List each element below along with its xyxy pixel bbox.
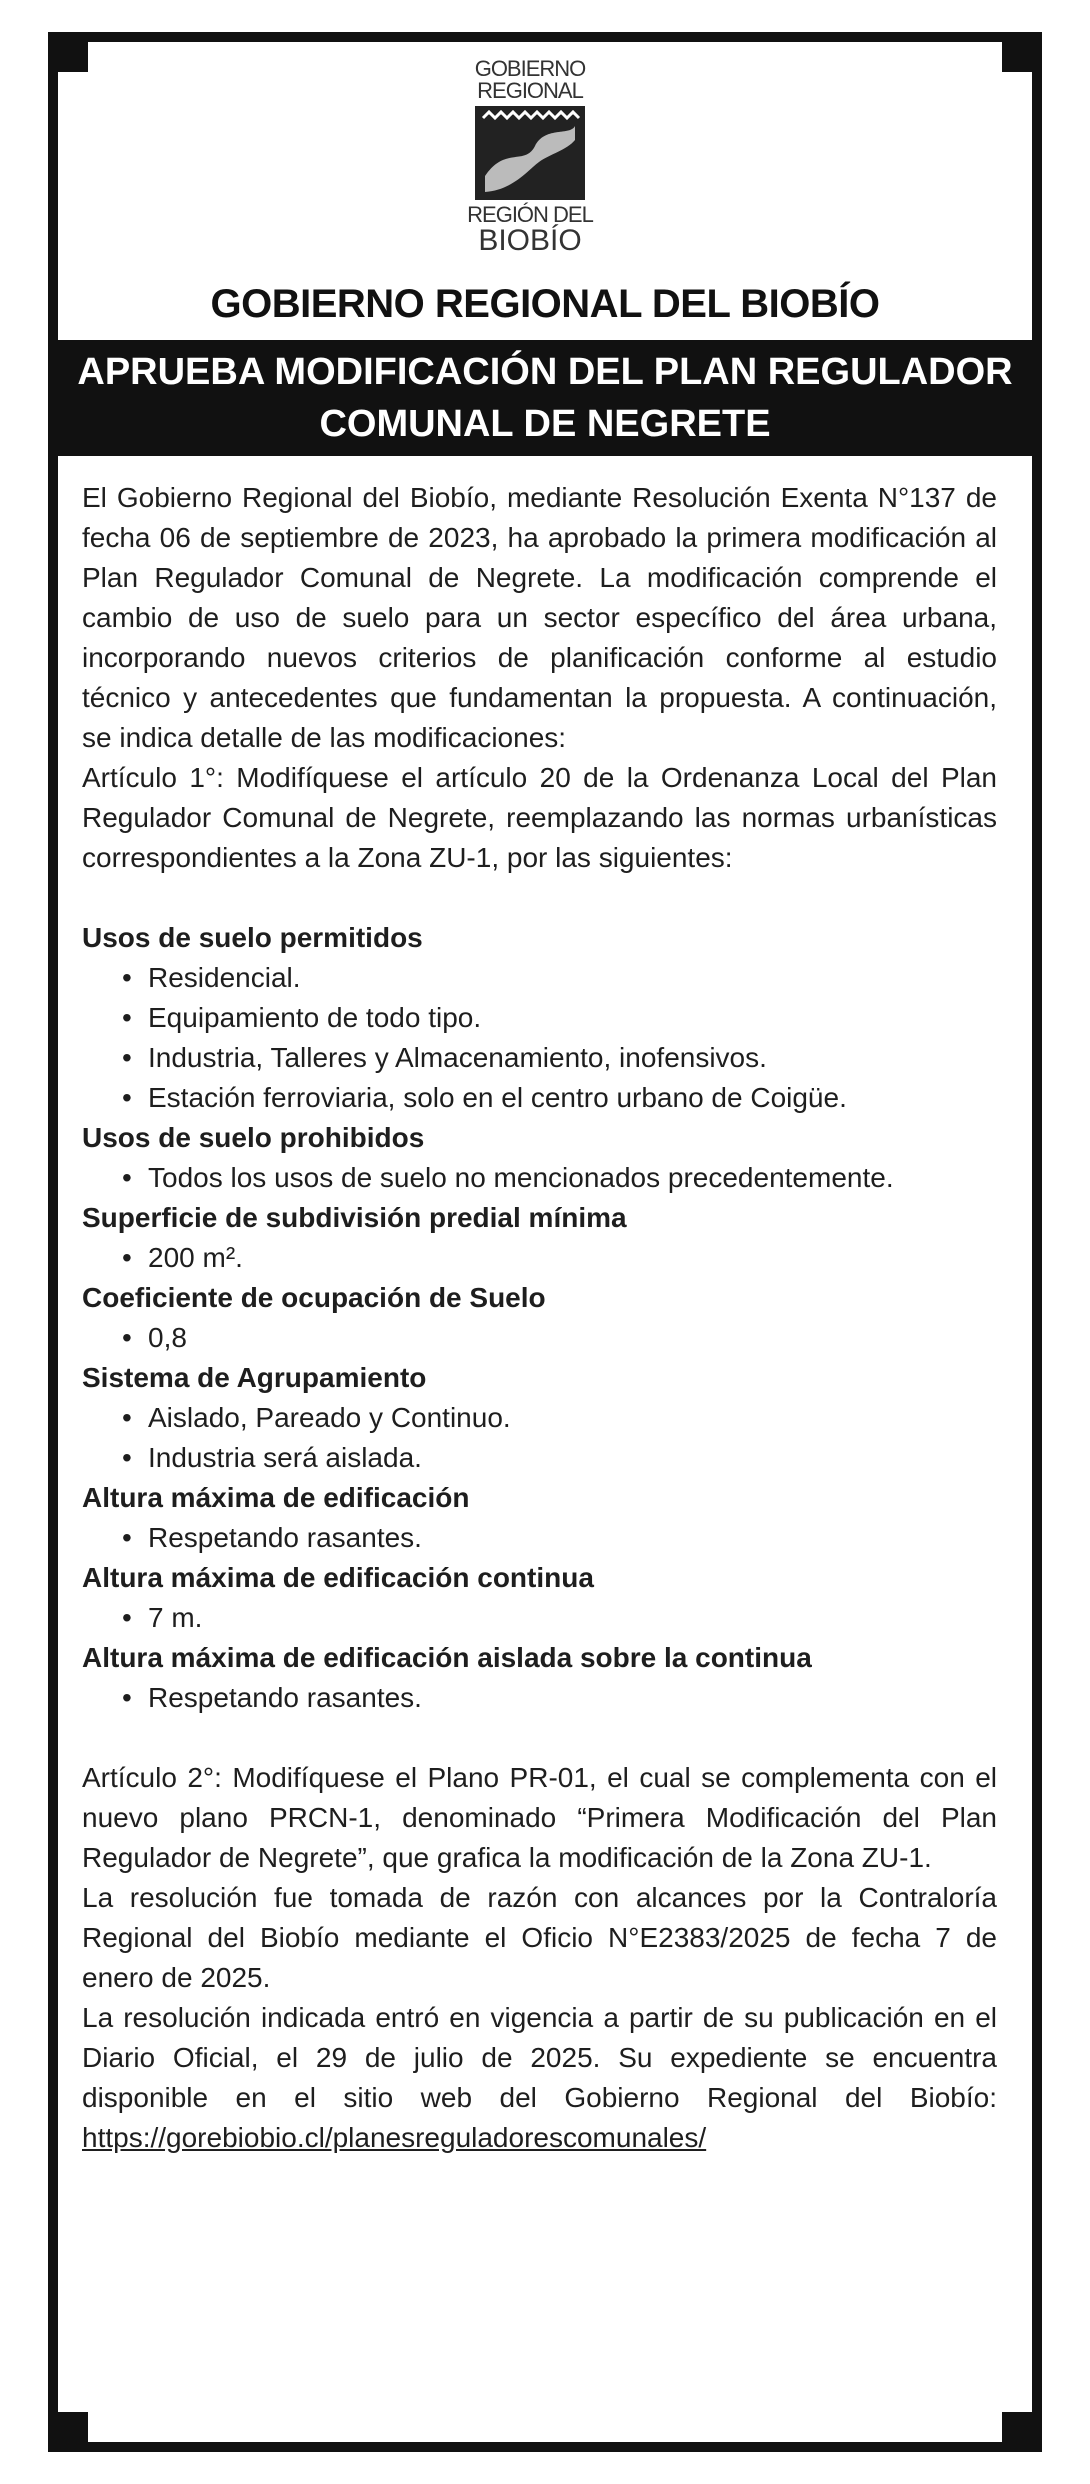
- list-item: • Aislado, Pareado y Continuo.: [122, 1398, 997, 1438]
- river-emblem-icon: [475, 106, 585, 200]
- corner-mark: [48, 2412, 88, 2452]
- corner-mark: [48, 32, 88, 72]
- section-heading: Coeficiente de ocupación de Suelo: [82, 1282, 546, 1313]
- corner-mark: [1002, 32, 1042, 72]
- section-heading: Superficie de subdivisión predial mínima: [82, 1202, 627, 1233]
- section-list: [82, 1518, 997, 1558]
- logo-text-top2: REGIONAL: [477, 78, 583, 103]
- notice-banner: [58, 340, 1032, 456]
- section-heading: Altura máxima de edificación: [82, 1482, 470, 1513]
- spacer: [82, 1718, 997, 1758]
- section-list: [82, 1238, 997, 1278]
- norms-section: [82, 918, 997, 1718]
- list-item: • Estación ferroviaria, solo en el centro urbano de Coigüe.: [122, 1078, 997, 1118]
- org-title: GOBIERNO REGIONAL DEL BIOBÍO: [210, 282, 880, 326]
- logo-text-bottom2: BIOBÍO: [478, 224, 582, 257]
- logo-text-bottom1: REGIÓN DEL: [467, 202, 593, 227]
- article1-paragraph: Artículo 1°: Modifíquese el artículo 20 de la Ordenanza Local del Plan Regulador Comunal de Negrete, reemplazando las normas urbanísticas correspondientes a la Zona ZU-1, por las siguientes:: [82, 762, 997, 873]
- logo-text-top1: GOBIERNO: [474, 56, 586, 81]
- contraloria-paragraph: La resolución fue tomada de razón con alcances por la Contraloría Regional del Biobío mediante el Oficio N°E2383/2025 de fecha 7 de enero de 2025.: [82, 1882, 997, 1993]
- spacer: [82, 878, 997, 918]
- vigencia-paragraph: [82, 1998, 997, 2158]
- list-item: • Equipamiento de todo tipo.: [122, 998, 997, 1038]
- list-item: • 200 m².: [122, 1238, 997, 1278]
- list-item: • Todos los usos de suelo no mencionados precedentemente.: [122, 1158, 997, 1198]
- banner-line2: COMUNAL DE NEGRETE: [319, 403, 771, 445]
- corner-mark: [1002, 2412, 1042, 2452]
- list-item: • Residencial.: [122, 958, 997, 998]
- section-list: [82, 1598, 997, 1638]
- section-list: [82, 1678, 997, 1718]
- section-list: [82, 1318, 997, 1358]
- article2-paragraph: Artículo 2°: Modifíquese el Plano PR-01, el cual se complementa con el nuevo plano PRCN-1, denominado “Primera Modificación del Plan Regulador de Negrete”, que grafica la modificación de la Zona ZU-1.: [82, 1762, 997, 1873]
- section-list: [82, 958, 997, 1118]
- section-heading: Usos de suelo prohibidos: [82, 1122, 425, 1153]
- list-item: • Respetando rasantes.: [122, 1518, 997, 1558]
- list-item: • 0,8: [122, 1318, 997, 1358]
- gobierno-regional-logo: [455, 58, 605, 268]
- intro-paragraph: El Gobierno Regional del Biobío, mediante Resolución Exenta N°137 de fecha 06 de septiembre de 2023, ha aprobado la primera modificación al Plan Regulador Comunal de Negrete. La modificación comprende el cambio de uso de suelo para un sector específico del área urbana, incorporando nuevos criterios de planificación conforme al estudio técnico y antecedentes que fundamentan la propuesta. A continuación, se indica detalle de las modificaciones:: [82, 482, 997, 753]
- notice-body: [82, 478, 997, 2158]
- list-item: • 7 m.: [122, 1598, 997, 1638]
- list-item: • Respetando rasantes.: [122, 1678, 997, 1718]
- section-list: [82, 1158, 997, 1198]
- list-item: • Industria será aislada.: [122, 1438, 997, 1478]
- section-heading: Sistema de Agrupamiento: [82, 1362, 427, 1393]
- banner-line1: APRUEBA MODIFICACIÓN DEL PLAN REGULADOR: [77, 351, 1013, 393]
- section-heading: Altura máxima de edificación aislada sobre la continua: [82, 1642, 812, 1673]
- section-list: [82, 1398, 997, 1478]
- vigencia-text: La resolución indicada entró en vigencia a partir de su publicación en el Diario Oficial, el 29 de julio de 2025. Su expediente se encuentra disponible en el sitio web del Gobierno Regional del Biobío:: [82, 2002, 997, 2113]
- section-heading: Altura máxima de edificación continua: [82, 1562, 594, 1593]
- section-heading: Usos de suelo permitidos: [82, 922, 423, 953]
- expediente-link[interactable]: https://gorebiobio.cl/planesreguladorescomunales/: [82, 2122, 707, 2153]
- list-item: • Industria, Talleres y Almacenamiento, inofensivos.: [122, 1038, 997, 1078]
